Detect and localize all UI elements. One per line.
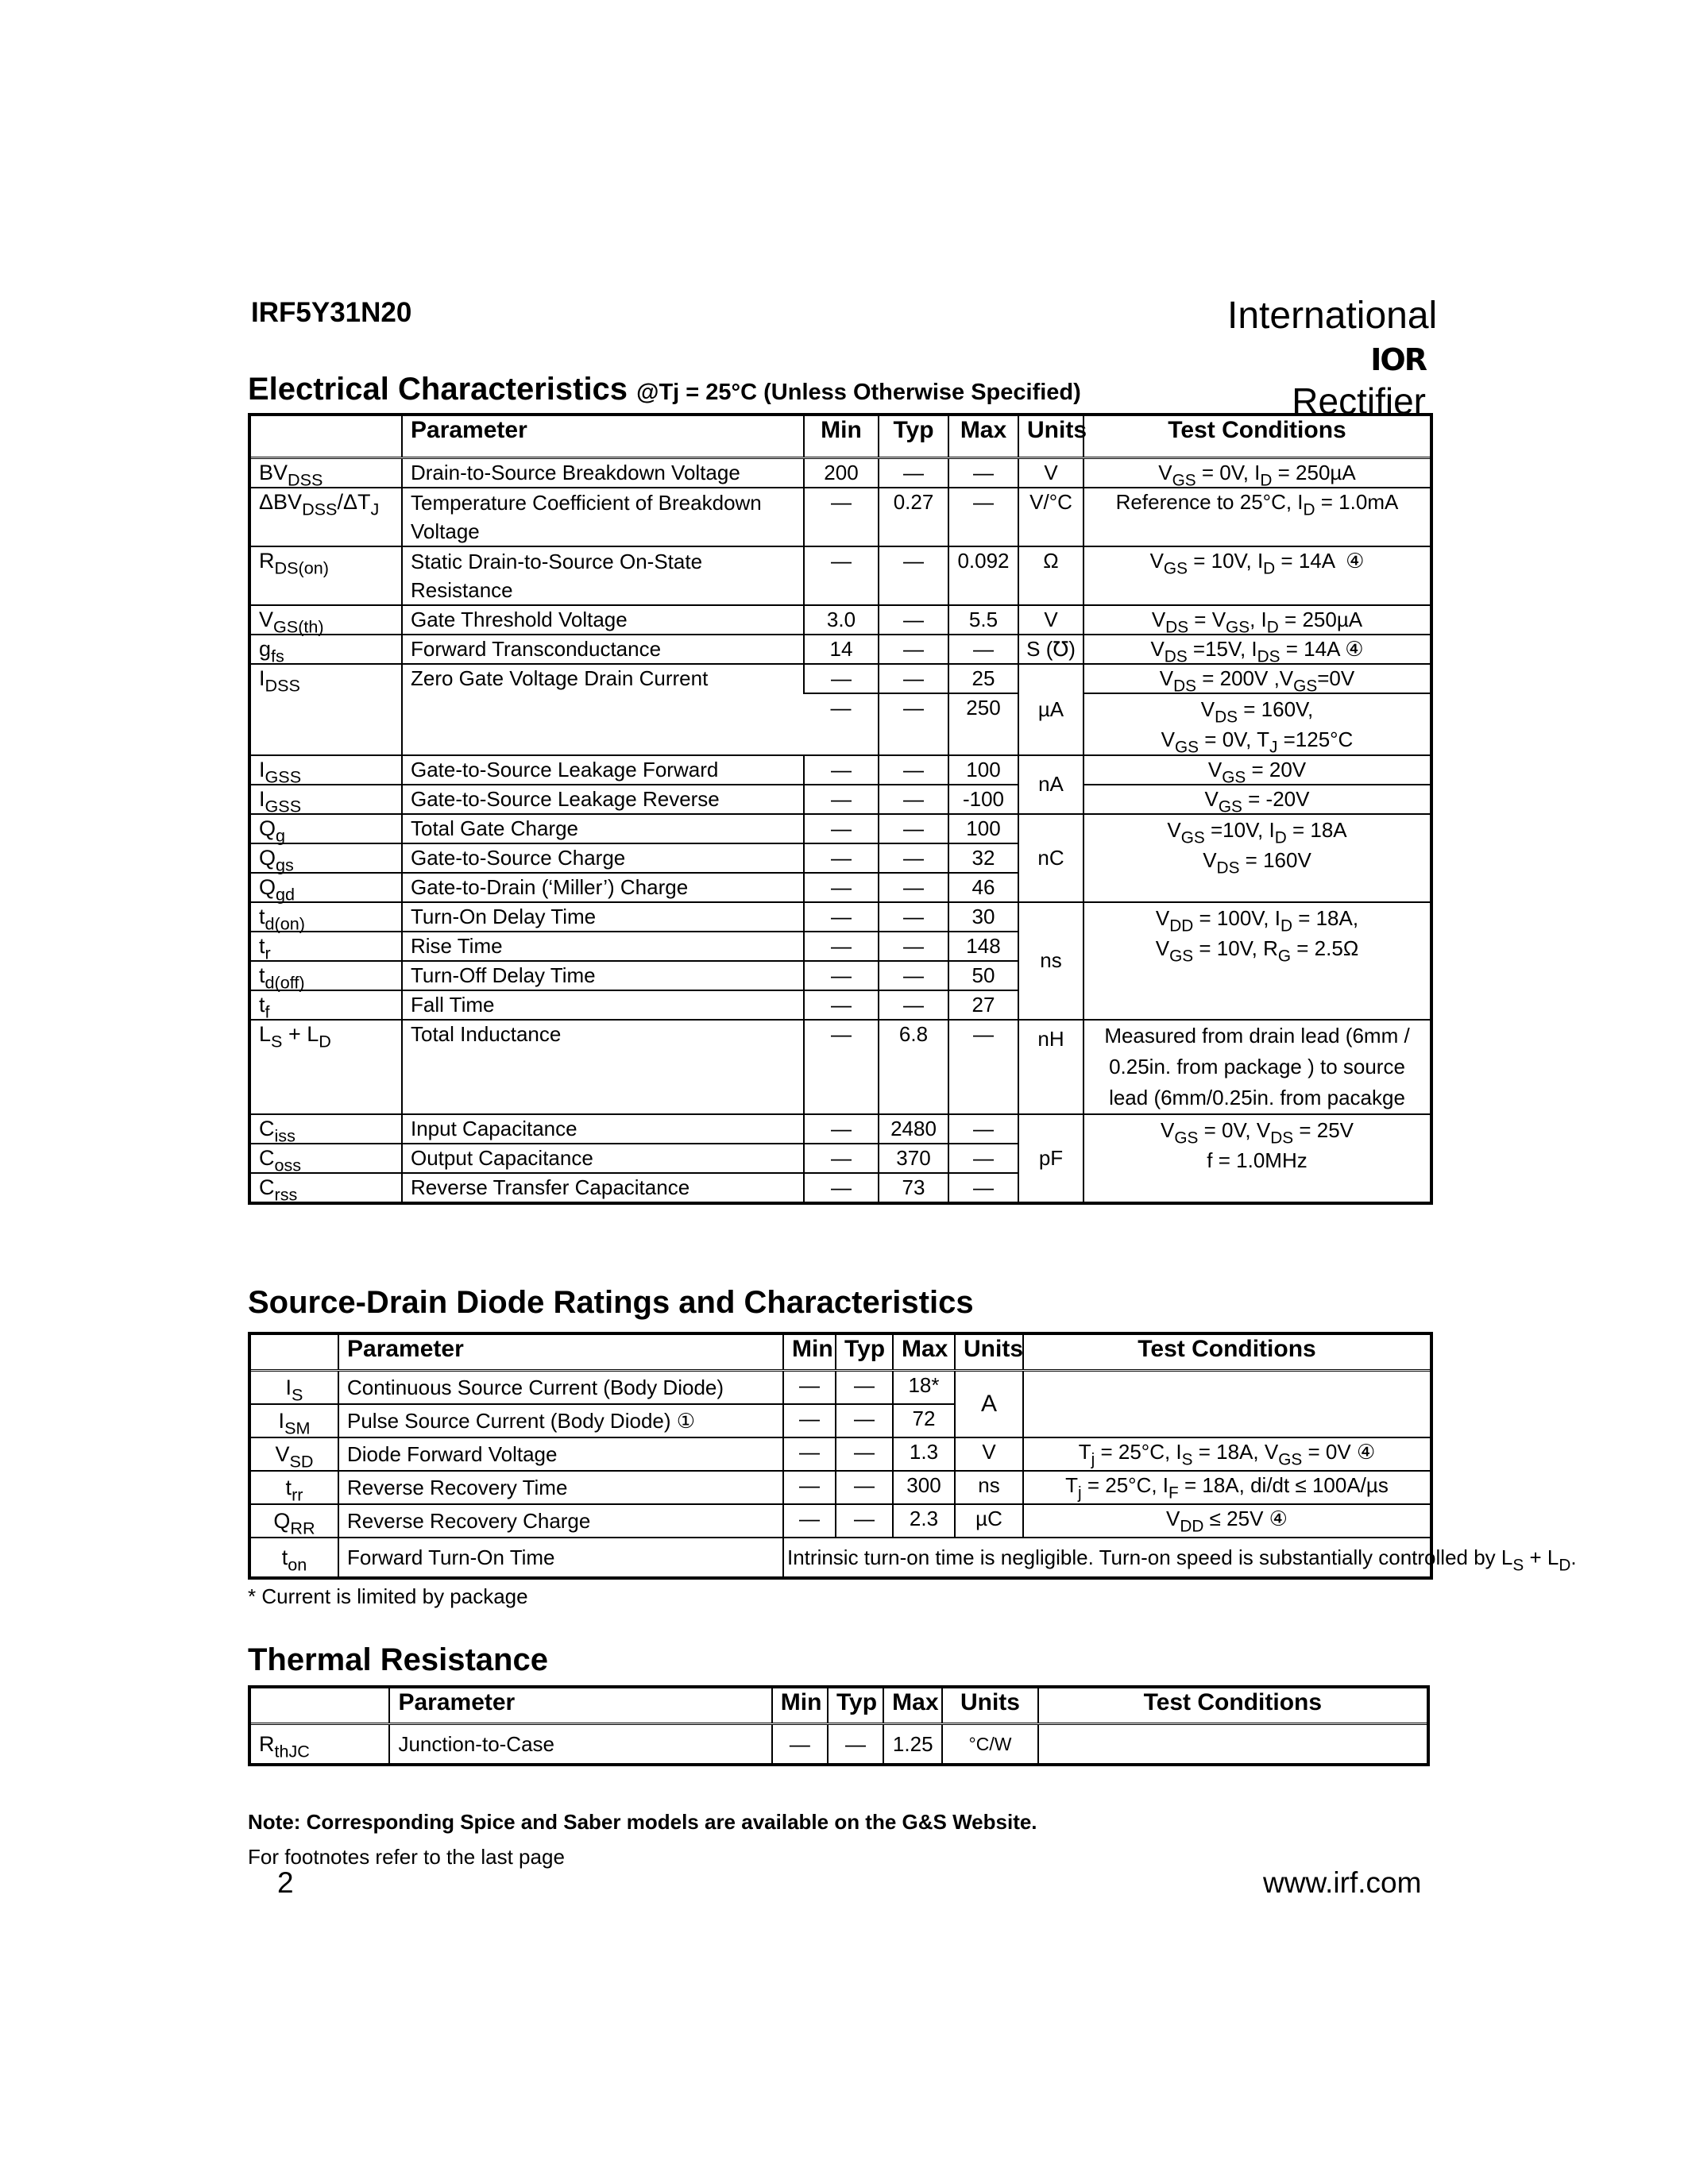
condition-cell: $V_{GS} = 0V$, $I_D = 250\mu A$ (1083, 457, 1431, 488)
part-number: IRF5Y31N20 (251, 297, 412, 328)
min-cell: — (783, 1404, 836, 1437)
symbol-cell: $C_{oss}$ (249, 1144, 402, 1173)
max-cell: 27 (948, 990, 1018, 1020)
parameter-cell: Temperature Coefficient of Breakdown Voltage (402, 488, 804, 546)
max-cell: — (948, 635, 1018, 664)
footnotes-note: For footnotes refer to the last page (248, 1845, 565, 1869)
units-cell: µA (1018, 664, 1083, 755)
symbol-cell: $Q_{gd}$ (249, 873, 402, 902)
max-cell: 25 (948, 664, 1018, 693)
table-row (249, 457, 1431, 488)
condition-cell: $V_{GS} = 0V$, $V_{DS} = 25V$ f = 1.0MHz (1083, 1114, 1431, 1203)
table-row (249, 1114, 1431, 1144)
units-cell: nA (1018, 755, 1083, 814)
condition-cell: $V_{DD} \le 25V$ ④ (1023, 1504, 1431, 1538)
symbol-cell: $I_{GSS}$ (249, 755, 402, 785)
condition-cell: $V_{DD} = 100V$, $I_D = 18A$, $V_{GS} = 10V$, $R_G = 2.5\Omega$ (1083, 902, 1431, 1020)
symbol-cell: $Q_{RR}$ (249, 1504, 338, 1538)
units-cell: µC (955, 1504, 1023, 1538)
header-min: Min (772, 1687, 828, 1723)
diode-table (248, 1332, 1577, 1580)
symbol-cell: $\Delta BV_{DSS}/\Delta T_J$ (249, 488, 402, 546)
typ-cell: — (879, 873, 948, 902)
parameter-cell: Zero Gate Voltage Drain Current (402, 664, 804, 755)
symbol-cell: $C_{iss}$ (249, 1114, 402, 1144)
header-symbol (249, 1333, 338, 1370)
parameter-cell: Junction-to-Case (389, 1723, 771, 1765)
typ-cell: — (836, 1404, 893, 1437)
electrical-subtitle: @Tj = 25°C (Unless Otherwise Specified) (636, 380, 1081, 405)
typ-cell: — (879, 961, 948, 990)
logo-rectifier: Rectifier (1292, 380, 1426, 422)
thermal-title: Thermal Resistance (248, 1642, 548, 1677)
header-max: Max (883, 1687, 942, 1723)
typ-cell: — (828, 1723, 883, 1765)
symbol-cell: $I_{GSS}$ (249, 785, 402, 814)
symbol-cell: $R_{DS(on)}$ (249, 546, 402, 605)
parameter-cell: Reverse Transfer Capacitance (402, 1173, 804, 1203)
max-cell: 46 (948, 873, 1018, 902)
header-test-conditions: Test Conditions (1083, 415, 1431, 457)
table-row (249, 1504, 1431, 1538)
units-cell: V/°C (1018, 488, 1083, 546)
units-cell: Ω (1018, 546, 1083, 605)
parameter-cell: Continuous Source Current (Body Diode) (338, 1370, 783, 1404)
symbol-cell: $V_{GS(th)}$ (249, 605, 402, 635)
header-units: Units (955, 1333, 1023, 1370)
min-cell: 14 (804, 635, 879, 664)
units-cell: ns (955, 1471, 1023, 1504)
table-row (249, 1723, 1428, 1765)
min-cell: — (804, 488, 879, 546)
symbol-cell: $Q_{gs}$ (249, 843, 402, 873)
parameter-cell: Output Capacitance (402, 1144, 804, 1173)
symbol-cell: $t_{d(on)}$ (249, 902, 402, 932)
company-logo (1227, 295, 1438, 422)
typ-cell: — (879, 785, 948, 814)
max-cell: 2.3 (893, 1504, 955, 1538)
typ-cell: — (879, 843, 948, 873)
table-row (249, 635, 1431, 664)
min-cell: — (804, 990, 879, 1020)
symbol-cell: $g_{fs}$ (249, 635, 402, 664)
parameter-cell: Reverse Recovery Time (338, 1471, 783, 1504)
min-cell: — (804, 814, 879, 843)
parameter-cell: Gate-to-Source Leakage Reverse (402, 785, 804, 814)
parameter-cell: Forward Transconductance (402, 635, 804, 664)
parameter-cell: Turn-Off Delay Time (402, 961, 804, 990)
package-footnote: * Current is limited by package (248, 1584, 528, 1608)
table-row (249, 755, 1431, 785)
condition-cell: $V_{GS} = -20V$ (1083, 785, 1431, 814)
min-cell: — (804, 902, 879, 932)
parameter-cell: Reverse Recovery Charge (338, 1504, 783, 1538)
condition-cell: $T_j = 25^\circ C$, $I_F = 18A$, di/dt ≤ 100A/µs (1023, 1471, 1431, 1504)
electrical-title (248, 372, 1081, 407)
parameter-cell: Static Drain-to-Source On-State Resistance (402, 546, 804, 605)
typ-cell: — (879, 635, 948, 664)
condition-cell (1038, 1723, 1428, 1765)
condition-cell: $V_{GS} = 20V$ (1083, 755, 1431, 785)
units-cell: V (955, 1437, 1023, 1471)
max-cell: 100 (948, 755, 1018, 785)
typ-cell: — (879, 605, 948, 635)
typ-cell: — (879, 902, 948, 932)
min-cell: — (804, 1114, 879, 1144)
symbol-cell: $I_{SM}$ (249, 1404, 338, 1437)
typ-cell: — (836, 1471, 893, 1504)
header-parameter: Parameter (402, 415, 804, 457)
max-cell: 0.092 (948, 546, 1018, 605)
min-cell: — (772, 1723, 828, 1765)
max-cell: 18* (893, 1370, 955, 1404)
condition-freq: f = 1.0MHz (1207, 1148, 1308, 1172)
units-cell: A (955, 1370, 1023, 1437)
max-cell: — (948, 457, 1018, 488)
parameter-cell: Gate-to-Source Leakage Forward (402, 755, 804, 785)
units-cell: °C/W (942, 1723, 1037, 1765)
typ-cell: — (879, 457, 948, 488)
units-cell: nC (1018, 814, 1083, 902)
table-row (249, 488, 1431, 546)
parameter-cell: Fall Time (402, 990, 804, 1020)
min-cell: — (804, 1173, 879, 1203)
condition-cell: $V_{DS} = 160V$, $V_{GS} = 0V$, $T_J =125^\circ C$ (1083, 693, 1431, 755)
typ-cell: — (879, 546, 948, 605)
max-cell: 1.25 (883, 1723, 942, 1765)
models-note: Note: Corresponding Spice and Saber models are available on the G&S Website. (248, 1810, 1037, 1834)
max-cell: 148 (948, 932, 1018, 961)
parameter-cell: Forward Turn-On Time (338, 1538, 783, 1578)
symbol-cell: $C_{rss}$ (249, 1173, 402, 1203)
min-cell: — (783, 1504, 836, 1538)
max-cell: 72 (893, 1404, 955, 1437)
max-cell: — (948, 1114, 1018, 1144)
table-row (249, 1538, 1431, 1578)
max-cell: 30 (948, 902, 1018, 932)
typ-cell: — (879, 755, 948, 785)
header-test-conditions: Test Conditions (1038, 1687, 1428, 1723)
typ-cell: — (879, 932, 948, 961)
parameter-cell: Rise Time (402, 932, 804, 961)
header-units: Units (1018, 415, 1083, 457)
max-cell: — (948, 488, 1018, 546)
max-cell: — (948, 1144, 1018, 1173)
symbol-cell: $t_f$ (249, 990, 402, 1020)
table-row (249, 814, 1431, 843)
parameter-cell: Pulse Source Current (Body Diode) ① (338, 1404, 783, 1437)
logo-mark: IOR (1370, 342, 1426, 377)
header-parameter: Parameter (338, 1333, 783, 1370)
header-min: Min (804, 415, 879, 457)
typ-cell: 73 (879, 1173, 948, 1203)
units-cell: nH (1018, 1020, 1083, 1114)
symbol-cell: $t_{d(off)}$ (249, 961, 402, 990)
typ-cell: — (836, 1370, 893, 1404)
typ-cell: — (836, 1437, 893, 1471)
table-row (249, 1437, 1431, 1471)
parameter-cell: Gate-to-Source Charge (402, 843, 804, 873)
min-cell: — (783, 1370, 836, 1404)
table-row (249, 546, 1431, 605)
condition-cell: Measured from drain lead (6mm / 0.25in. from package ) to source lead (6mm/0.25in. from pacakge (1083, 1020, 1431, 1114)
header-units: Units (942, 1687, 1037, 1723)
typ-cell: — (879, 693, 948, 755)
units-cell: pF (1018, 1114, 1083, 1203)
symbol-cell: $I_{DSS}$ (249, 664, 402, 755)
table-row (249, 664, 1431, 693)
parameter-cell: Turn-On Delay Time (402, 902, 804, 932)
max-cell: 5.5 (948, 605, 1018, 635)
max-cell: — (948, 1173, 1018, 1203)
min-cell: — (804, 785, 879, 814)
electrical-table (248, 413, 1433, 1205)
min-cell: — (783, 1437, 836, 1471)
electrical-title-text: Electrical Characteristics (248, 372, 628, 407)
table-row (249, 1020, 1431, 1114)
max-cell: -100 (948, 785, 1018, 814)
condition-cell: $V_{DS} =15V$, $I_{DS} = 14A$ ④ (1083, 635, 1431, 664)
min-cell: — (804, 546, 879, 605)
condition-cell: $V_{DS} = V_{GS}$, $I_D = 250\mu A$ (1083, 605, 1431, 635)
symbol-cell: $t_{on}$ (249, 1538, 338, 1578)
min-cell: 200 (804, 457, 879, 488)
units-cell: ns (1018, 902, 1083, 1020)
header-test-conditions: Test Conditions (1023, 1333, 1431, 1370)
header-max: Max (948, 415, 1018, 457)
typ-cell: 2480 (879, 1114, 948, 1144)
min-cell: — (804, 664, 879, 693)
min-cell: — (783, 1471, 836, 1504)
symbol-cell: $t_r$ (249, 932, 402, 961)
website-url: www.irf.com (1263, 1866, 1422, 1899)
table-row (249, 1370, 1431, 1404)
header-typ: Typ (879, 415, 948, 457)
header-symbol (249, 1687, 389, 1723)
parameter-cell: Diode Forward Voltage (338, 1437, 783, 1471)
min-cell: — (804, 873, 879, 902)
min-cell: — (804, 932, 879, 961)
symbol-cell: $t_{rr}$ (249, 1471, 338, 1504)
header-max: Max (893, 1333, 955, 1370)
min-cell: 3.0 (804, 605, 879, 635)
typ-cell: — (879, 664, 948, 693)
typ-cell: — (836, 1504, 893, 1538)
condition-cell: $V_{DS} = 200V$ $,V_{GS}=0V$ (1083, 664, 1431, 693)
header-typ: Typ (836, 1333, 893, 1370)
typ-cell: — (879, 990, 948, 1020)
parameter-cell: Total Inductance (402, 1020, 804, 1114)
max-cell: 100 (948, 814, 1018, 843)
parameter-cell: Input Capacitance (402, 1114, 804, 1144)
header-typ: Typ (828, 1687, 883, 1723)
thermal-table (248, 1685, 1430, 1766)
header-parameter: Parameter (389, 1687, 771, 1723)
page-number: 2 (277, 1866, 294, 1899)
max-cell: 50 (948, 961, 1018, 990)
parameter-cell: Total Gate Charge (402, 814, 804, 843)
table-row (249, 902, 1431, 932)
parameter-cell: Gate Threshold Voltage (402, 605, 804, 635)
header-symbol (249, 415, 402, 457)
min-cell: — (804, 693, 879, 755)
min-cell: — (804, 755, 879, 785)
condition-cell (1023, 1370, 1431, 1437)
symbol-cell: $I_S$ (249, 1370, 338, 1404)
units-cell: V (1018, 605, 1083, 635)
min-cell: — (804, 1144, 879, 1173)
table-row (249, 605, 1431, 635)
diode-title: Source-Drain Diode Ratings and Characteristics (248, 1285, 974, 1320)
symbol-cell: $L_S + L_D$ (249, 1020, 402, 1114)
symbol-cell: $BV_{DSS}$ (249, 457, 402, 488)
symbol-cell: $R_{thJC}$ (249, 1723, 389, 1765)
min-cell: — (804, 1020, 879, 1114)
max-cell: 250 (948, 693, 1018, 755)
condition-cell: $V_{GS} =10V$, $I_D = 18A$ $V_{DS} = 160V$ (1083, 814, 1431, 902)
max-cell: 300 (893, 1471, 955, 1504)
condition-cell: Reference to 25°C, $I_D = 1.0mA$ (1083, 488, 1431, 546)
logo-line2 (1227, 337, 1426, 422)
condition-cell: Intrinsic turn-on time is negligible. Turn-on speed is substantially controlled by $L_S + L_D$. (783, 1538, 1431, 1578)
typ-cell: 370 (879, 1144, 948, 1173)
symbol-cell: $V_{SD}$ (249, 1437, 338, 1471)
min-cell: — (804, 961, 879, 990)
typ-cell: 0.27 (879, 488, 948, 546)
max-cell: 1.3 (893, 1437, 955, 1471)
units-cell: V (1018, 457, 1083, 488)
symbol-cell: $Q_g$ (249, 814, 402, 843)
table-row (249, 1471, 1431, 1504)
condition-cell: $T_j = 25^\circ C$, $I_S = 18A$, $V_{GS} = 0V$ ④ (1023, 1437, 1431, 1471)
min-cell: — (804, 843, 879, 873)
typ-cell: 6.8 (879, 1020, 948, 1114)
logo-line1: International (1227, 295, 1438, 337)
units-cell: S (℧) (1018, 635, 1083, 664)
typ-cell: — (879, 814, 948, 843)
table-row (249, 785, 1431, 814)
parameter-cell: Drain-to-Source Breakdown Voltage (402, 457, 804, 488)
header-min: Min (783, 1333, 836, 1370)
parameter-cell: Gate-to-Drain (‘Miller’) Charge (402, 873, 804, 902)
max-cell: — (948, 1020, 1018, 1114)
condition-cell: $V_{GS} = 10V$, $I_D = 14A$ ④ (1083, 546, 1431, 605)
max-cell: 32 (948, 843, 1018, 873)
